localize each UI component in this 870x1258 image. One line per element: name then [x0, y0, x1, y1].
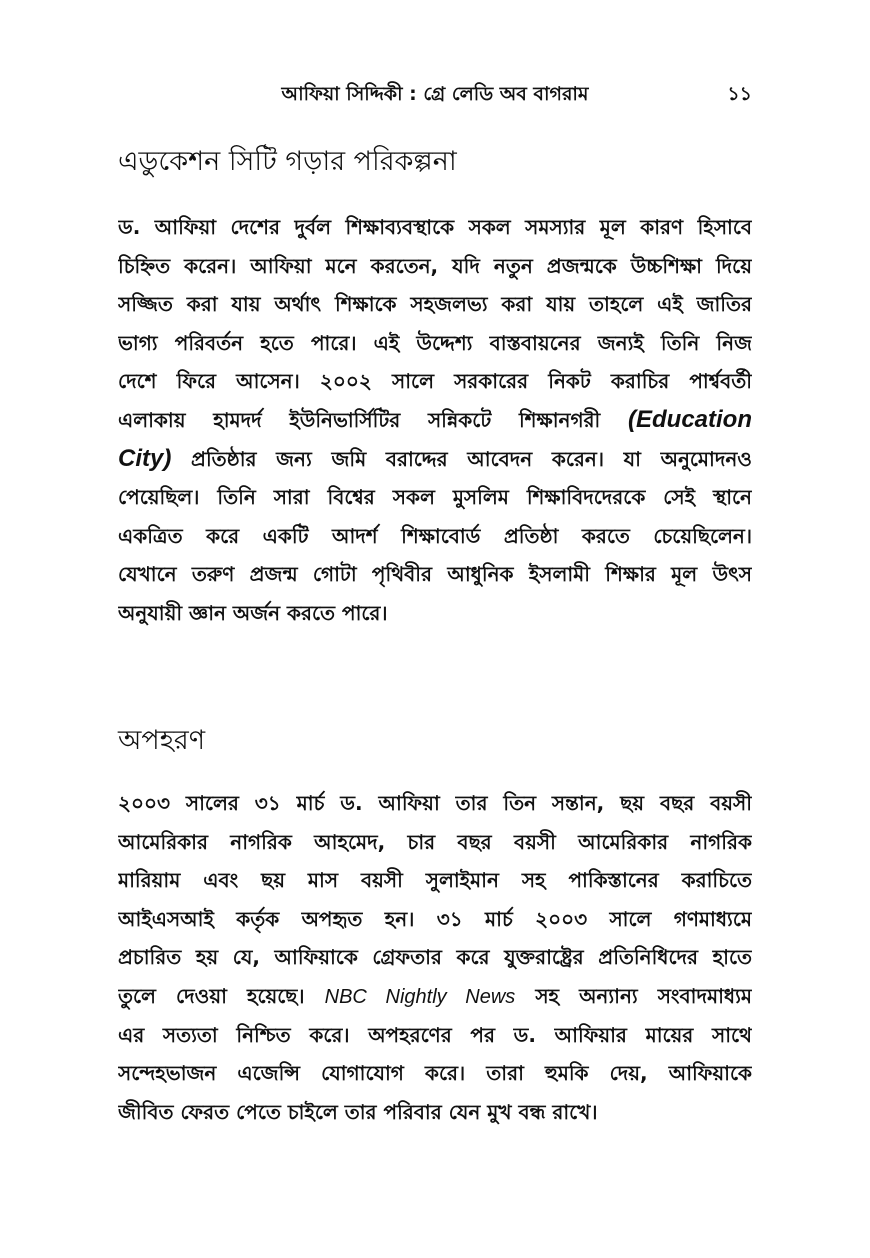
- paragraph-line-mixed: [118, 440, 752, 479]
- paragraph-line: যেখানে তরুণ প্রজন্ম গোটা পৃথিবীর আধুনিক ইসলামী শিক্ষার মূল উৎস: [118, 562, 752, 587]
- latin-term-education: (Education: [628, 405, 752, 433]
- paragraph-line: এর সত্যতা নিশ্চিত করে। অপহরণের পর ড. আফিয়ার মায়ের সাথে: [118, 1022, 752, 1047]
- paragraph-line: জীবিত ফেরত পেতে চাইলে তার পরিবার যেন মুখ বন্ধ রাখে।: [118, 1099, 598, 1124]
- section-heading-abduction: অপহরণ: [118, 725, 206, 756]
- paragraph-line: ড. আফিয়া দেশের দুর্বল শিক্ষাব্যবস্থাকে সকল সমস্যার মূল কারণ হিসাবে: [118, 215, 752, 239]
- running-title: আফিয়া সিদ্দিকী : গ্রে লেডি অব বাগরাম: [281, 83, 589, 105]
- paragraph-line-mixed: [118, 977, 752, 1016]
- latin-term-nbc: NBC Nightly News: [324, 985, 516, 1008]
- paragraph-line: দেশে ফিরে আসেন। ২০০২ সালে সরকারের নিকট করাচির পার্শ্ববর্তী: [118, 369, 752, 394]
- section-heading-education-city: এডুকেশন সিটি গড়ার পরিকল্পনা: [118, 146, 457, 177]
- paragraph-line: প্রচারিত হয় যে, আফিয়াকে গ্রেফতার করে যুক্তরাষ্ট্রের প্রতিনিধিদের হাতে: [118, 945, 752, 970]
- paragraph-line: মারিয়াম এবং ছয় মাস বয়সী সুলাইমান সহ পাকিস্তানের করাচিতে: [118, 868, 752, 893]
- paragraph-text: এলাকায় হামদর্দ ইউনিভার্সিটির সন্নিকটে শিক্ষানগরী: [118, 407, 601, 432]
- paragraph-abduction: [118, 784, 752, 1131]
- paragraph-text: প্রতিষ্ঠার জন্য জমি বরাদ্দের আবেদন করেন। যা অনুমোদনও: [191, 446, 752, 471]
- paragraph-line: সন্দেহভাজন এজেন্সি যোগাযোগ করে। তারা হুমকি দেয়, আফিয়াকে: [118, 1061, 752, 1086]
- running-header: [118, 78, 752, 112]
- paragraph-line: আইএসআই কর্তৃক অপহৃত হন। ৩১ মার্চ ২০০৩ সালে গণমাধ্যমে: [118, 906, 752, 931]
- paragraph-text: সহ অন্যান্য সংবাদমাধ্যম: [535, 983, 752, 1008]
- paragraph-line: আমেরিকার নাগরিক আহমেদ, চার বছর বয়সী আমেরিকার নাগরিক: [118, 829, 752, 854]
- paragraph-line: সজ্জিত করা যায় অর্থাৎ শিক্ষাকে সহজলভ্য করা যায় তাহলে এই জাতির: [118, 292, 752, 317]
- page-number: ১১: [727, 83, 752, 105]
- paragraph-line: চিহ্নিত করেন। আফিয়া মনে করতেন, যদি নতুন প্রজন্মকে উচ্চশিক্ষা দিয়ে: [118, 253, 752, 278]
- latin-term-city: City): [118, 444, 172, 472]
- paragraph-line: ভাগ্য পরিবর্তন হতে পারে। এই উদ্দেশ্য বাস্তবায়নের জন্যই তিনি নিজ: [118, 330, 752, 355]
- paragraph-text: তুলে দেওয়া হয়েছে।: [118, 983, 305, 1008]
- paragraph-line-mixed: [118, 401, 752, 440]
- paragraph-line: ২০০৩ সালের ৩১ মার্চ ড. আফিয়া তার তিন সন্তান, ছয় বছর বয়সী: [118, 791, 752, 815]
- paragraph-education-city: [118, 208, 752, 633]
- paragraph-line: অনুযায়ী জ্ঞান অর্জন করতে পারে।: [118, 600, 388, 625]
- paragraph-line: একত্রিত করে একটি আদর্শ শিক্ষাবোর্ড প্রতিষ্ঠা করতে চেয়েছিলেন।: [118, 523, 752, 548]
- paragraph-line: পেয়েছিল। তিনি সারা বিশ্বের সকল মুসলিম শিক্ষাবিদদেরকে সেই স্থানে: [118, 485, 752, 510]
